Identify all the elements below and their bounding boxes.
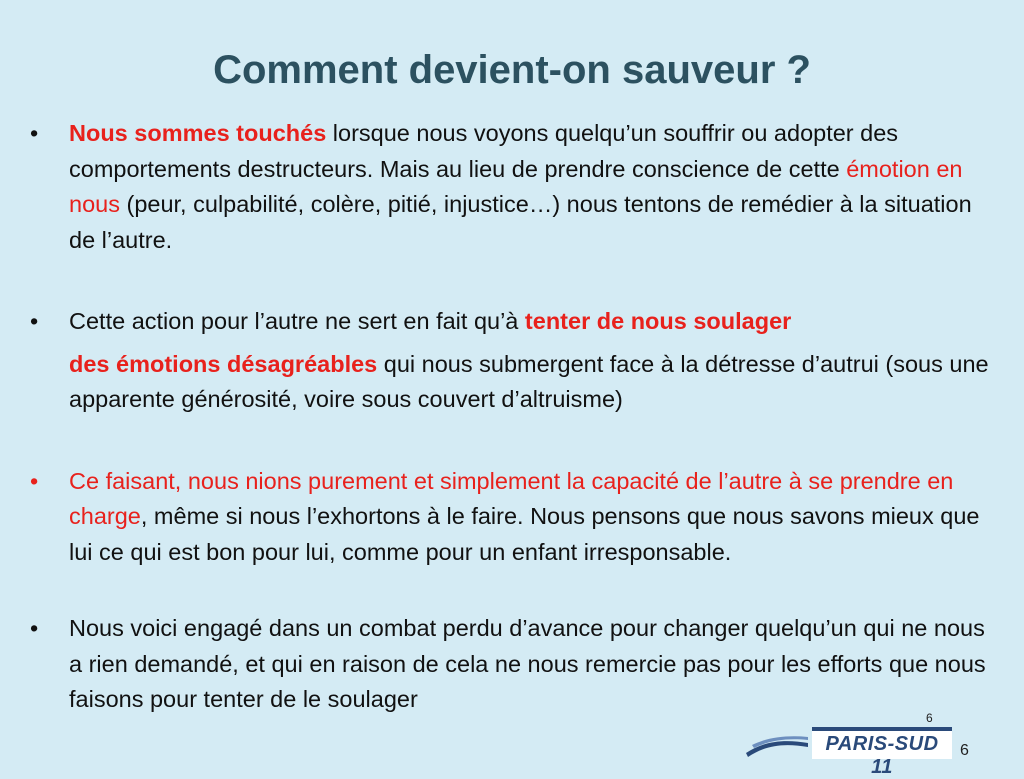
bullet-3-text: , même si nous l’exhortons à le faire. Nous pensons que nous savons mieux que lui ce qui est bon pour lui, comme pour un enfant irresponsable. bbox=[69, 503, 980, 565]
bullet-4-text: Nous voici engagé dans un combat perdu d’avance pour changer quelqu’un qui ne nous a rien demandé, et qui en raison de cela ne nous remercie pas pour les efforts que nous faisons pour tenter de le soulager bbox=[69, 615, 986, 712]
bullet-2-text: Cette action pour l’autre ne sert en fait qu’à bbox=[69, 308, 525, 334]
logo-text: PARIS-SUD 11 bbox=[825, 733, 939, 778]
bullet-2-continuation bbox=[69, 340, 990, 418]
bullet-marker: • bbox=[30, 308, 39, 334]
slide-title: Comment devient-on sauveur ? bbox=[213, 48, 811, 92]
bullet-marker: • bbox=[30, 120, 39, 146]
bullet-marker: • bbox=[30, 467, 39, 494]
page-number: 6 bbox=[960, 742, 969, 759]
page-number-small: 6 bbox=[926, 711, 933, 725]
bullet-1-emphasis: Nous sommes touchés bbox=[69, 120, 327, 146]
bullet-1-highlight: émotion en nous bbox=[69, 155, 963, 217]
bullet-item-2 bbox=[30, 304, 990, 418]
bullet-2-emphasis-2: des émotions désagréables bbox=[69, 350, 378, 377]
bullet-list bbox=[30, 116, 990, 718]
logo-text-box bbox=[812, 731, 952, 778]
bullet-1-text-end: (peur, culpabilité, colère, pitié, injustice…) nous tentons de remédier à la situation de l’autre. bbox=[69, 191, 972, 253]
bullet-item-1 bbox=[30, 116, 990, 258]
bullet-item-4 bbox=[30, 611, 990, 718]
bullet-3-highlight: Ce faisant, nous nions purement et simplement la capacité de l’autre à se prendre en charge bbox=[69, 467, 954, 529]
bullet-item-3 bbox=[30, 464, 990, 571]
bullet-2-text-end: qui nous submergent face à la détresse d’autrui (sous une apparente générosité, voire sous couvert d’altruisme) bbox=[69, 350, 989, 412]
bullet-marker: • bbox=[30, 615, 39, 641]
bullet-2-emphasis: tenter de nous soulager bbox=[524, 308, 792, 334]
bullet-1-text: lorsque nous voyons quelqu’un souffrir ou adopter des comportements destructeurs. Mais au lieu de prendre conscience de cette bbox=[69, 120, 899, 182]
university-logo bbox=[744, 727, 952, 778]
logo-swoosh-icon bbox=[744, 731, 810, 759]
